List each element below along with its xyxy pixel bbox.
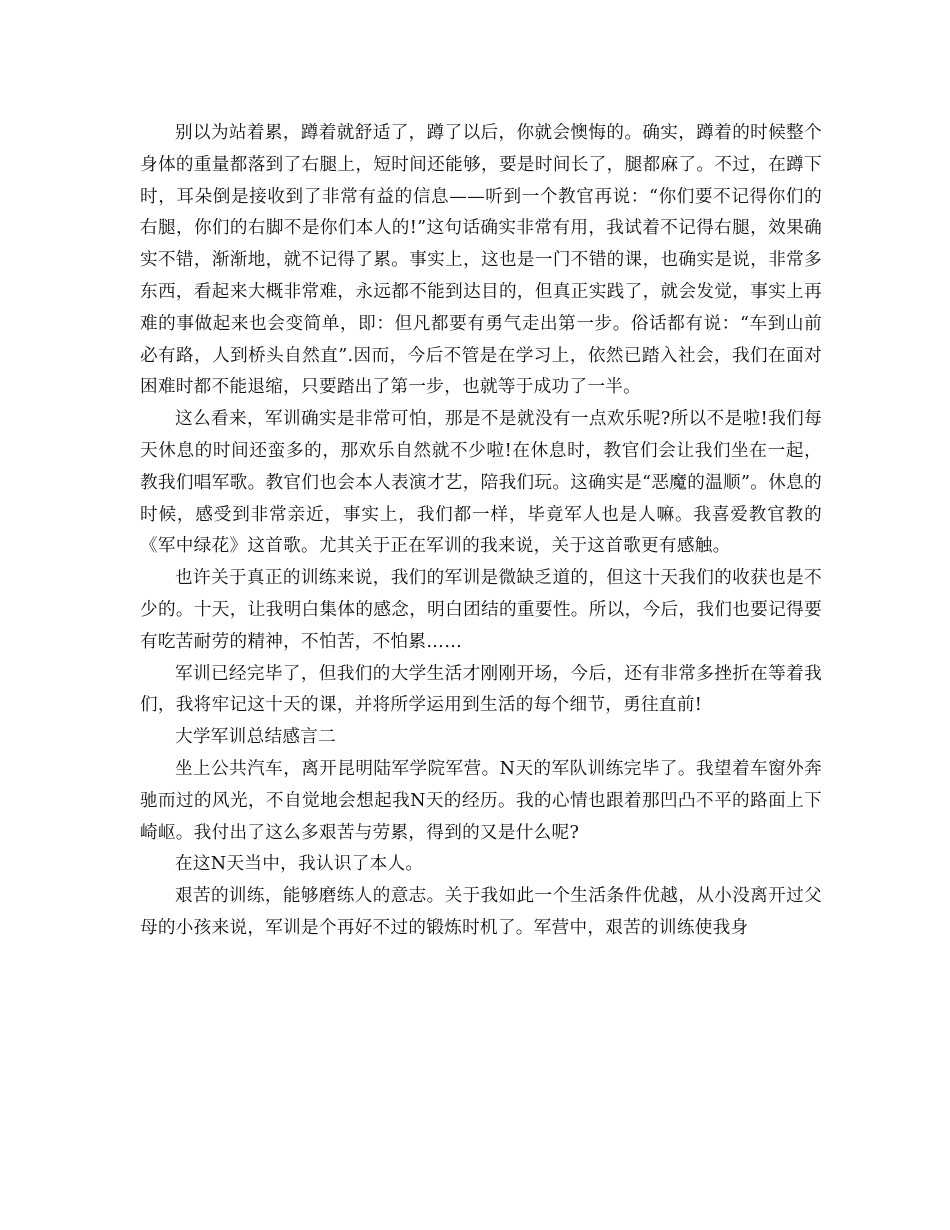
paragraph-rest-time: 这么看来，军训确实是非常可怕，那是不是就没有一点欢乐呢?所以不是啦!我们每天休息的时间还蛮多的，那欢乐自然就不少啦!在休息时，教官们会让我们坐在一起，教我们唱军歌。教官们也会本人表演才艺，陪我们玩。这确实是“恶魔的温顺”。休息的时候，感受到非常亲近，事实上，我们都一样，毕竟军人也是人嘛。我喜爱教官教的《军中绿花》这首歌。尤其关于正在军训的我来说，关于这首歌更有感触。	[140, 409, 822, 557]
paragraph-bus: 坐上公共汽车，离开昆明陆军学院军营。N天的军队训练完毕了。我望着车窗外奔驰而过的风光，不自觉地会想起我N天的经历。我的心情也跟着那凹凸不平的路面上下崎岖。我付出了这么多艰苦与劳累，得到的又是什么呢?	[140, 758, 822, 843]
paragraph-squatting: 别以为站着累，蹲着就舒适了，蹲了以后，你就会懊悔的。确实，蹲着的时候整个身体的重量都落到了右腿上，短时间还能够，要是时间长了，腿都麻了。不过，在蹲下时，耳朵倒是接收到了非常有益的信息——听到一个教官再说：“你们要不记得你们的右腿，你们的右脚不是你们本人的!”这句话确实非常有用，我试着不记得右腿，效果确实不错，渐渐地，就不记得了累。事实上，这也是一门不错的课，也确实是说，非常多东西，看起来大概非常难，永远都不能到达目的，但真正实践了，就会发觉，事实上再难的事做起来也会变简单，即：但凡都要有勇气走出第一步。俗话都有说：“车到山前必有路，人到桥头自然直”.因而，今后不管是在学习上，依然已踏入社会，我们在面对困难时都不能退缩，只要踏出了第一步，也就等于成功了一半。	[140, 123, 822, 398]
paragraph-harvest: 也许关于真正的训练来说，我们的军训是微缺乏道的，但这十天我们的收获也是不少的。十天，让我明白集体的感念，明白团结的重要性。所以，今后，我们也要记得要有吃苦耐劳的精神，不怕苦，不怕累……	[140, 568, 822, 652]
paragraph-ending: 军训已经完毕了，但我们的大学生活才刚刚开场，今后，还有非常多挫折在等着我们，我将牢记这十天的课，并将所学运用到生活的每个细节，勇往直前!	[140, 663, 822, 716]
section-heading: 大学军训总结感言二	[175, 727, 337, 748]
paragraph-training: 艰苦的训练，能够磨练人的意志。关于我如此一个生活条件优越，从小没离开过父母的小孩来说，军训是个再好不过的锻炼时机了。军营中，艰苦的训练使我身	[140, 886, 822, 938]
paragraph-self: 在这N天当中，我认识了本人。	[175, 854, 424, 875]
